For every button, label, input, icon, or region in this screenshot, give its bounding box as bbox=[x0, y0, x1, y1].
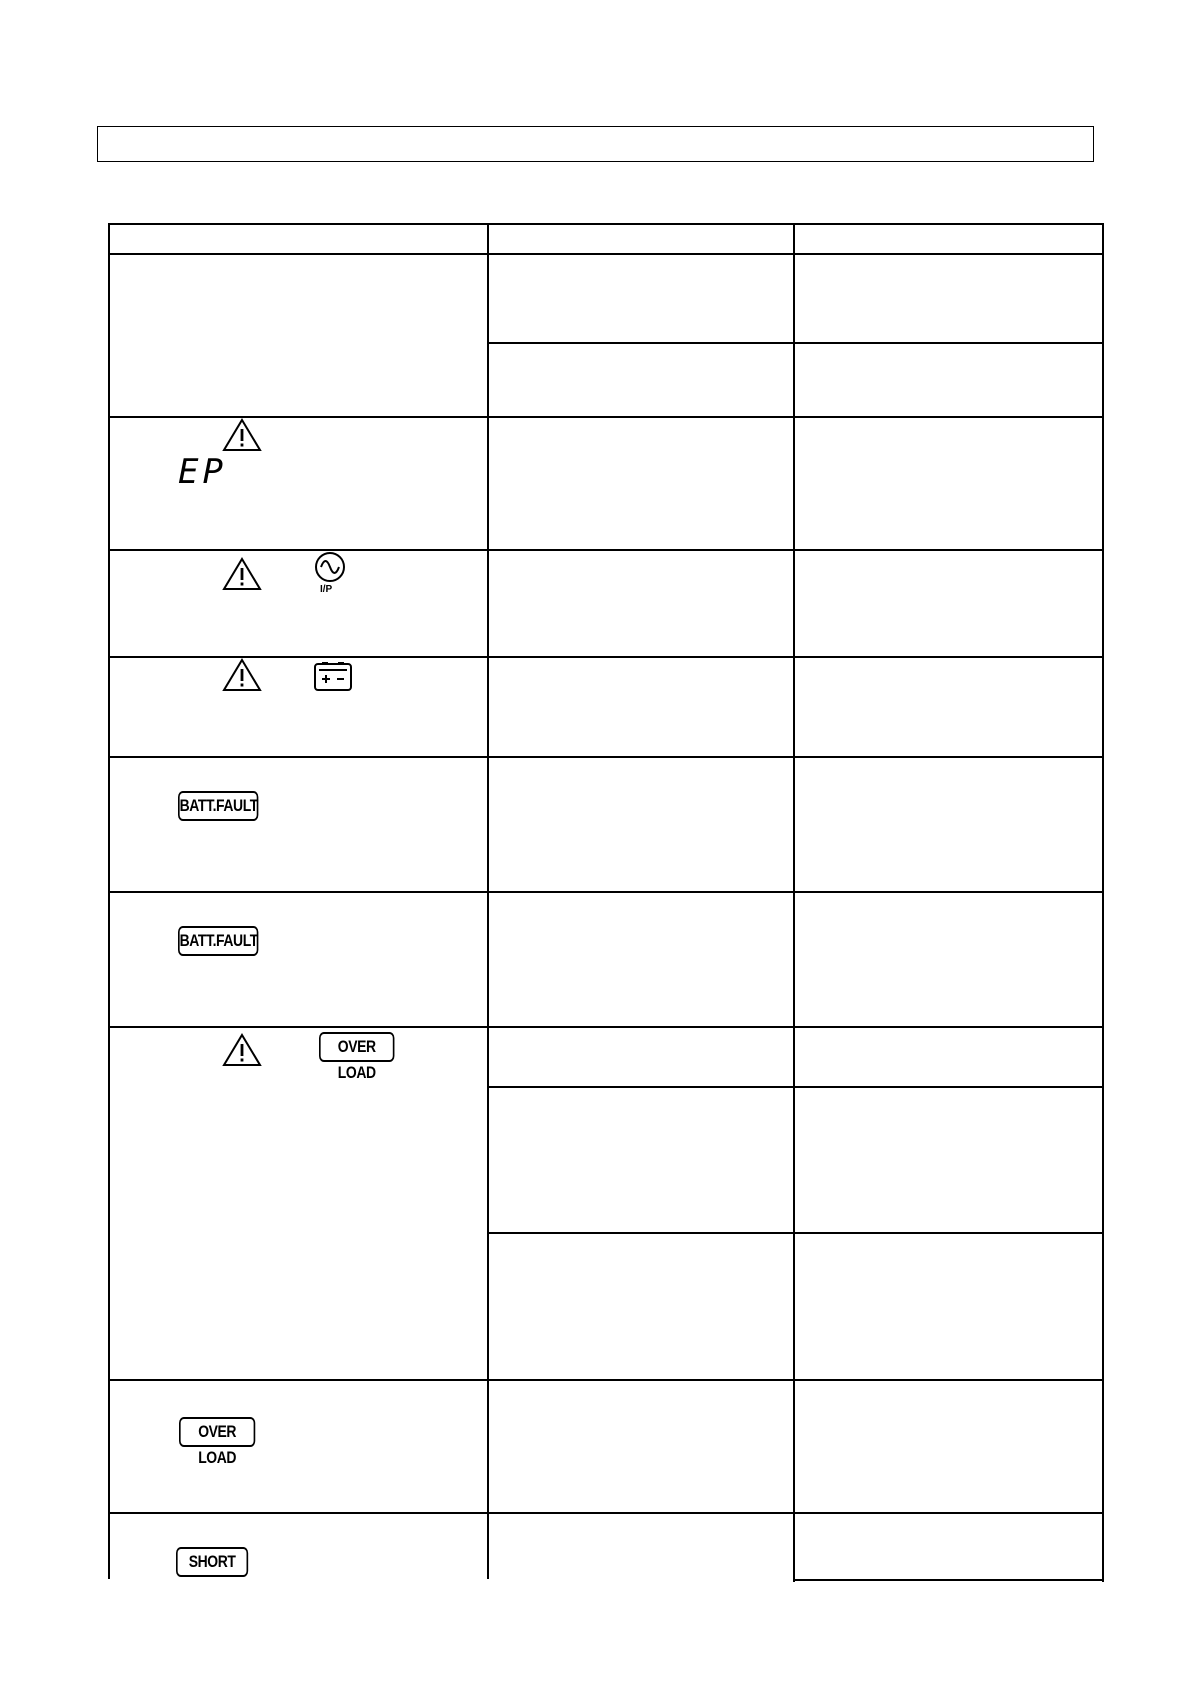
section-title-box bbox=[97, 126, 1094, 162]
warning-triangle-icon bbox=[222, 1033, 262, 1067]
batt-fault-badge: BATT.FAULT bbox=[178, 926, 258, 956]
input-label: I/P bbox=[320, 584, 333, 595]
warning-triangle-icon bbox=[222, 557, 262, 591]
batt-fault-badge: BATT.FAULT bbox=[178, 791, 258, 821]
warning-triangle-icon bbox=[222, 418, 262, 452]
over-load-badge: OVER LOAD bbox=[179, 1417, 255, 1447]
ep-code-display: EP bbox=[178, 452, 227, 492]
warning-triangle-icon bbox=[222, 658, 262, 692]
ac-input-wave-icon bbox=[313, 550, 347, 584]
over-load-badge: OVER LOAD bbox=[319, 1032, 394, 1062]
short-badge: SHORT bbox=[176, 1547, 248, 1577]
battery-icon bbox=[313, 660, 353, 692]
